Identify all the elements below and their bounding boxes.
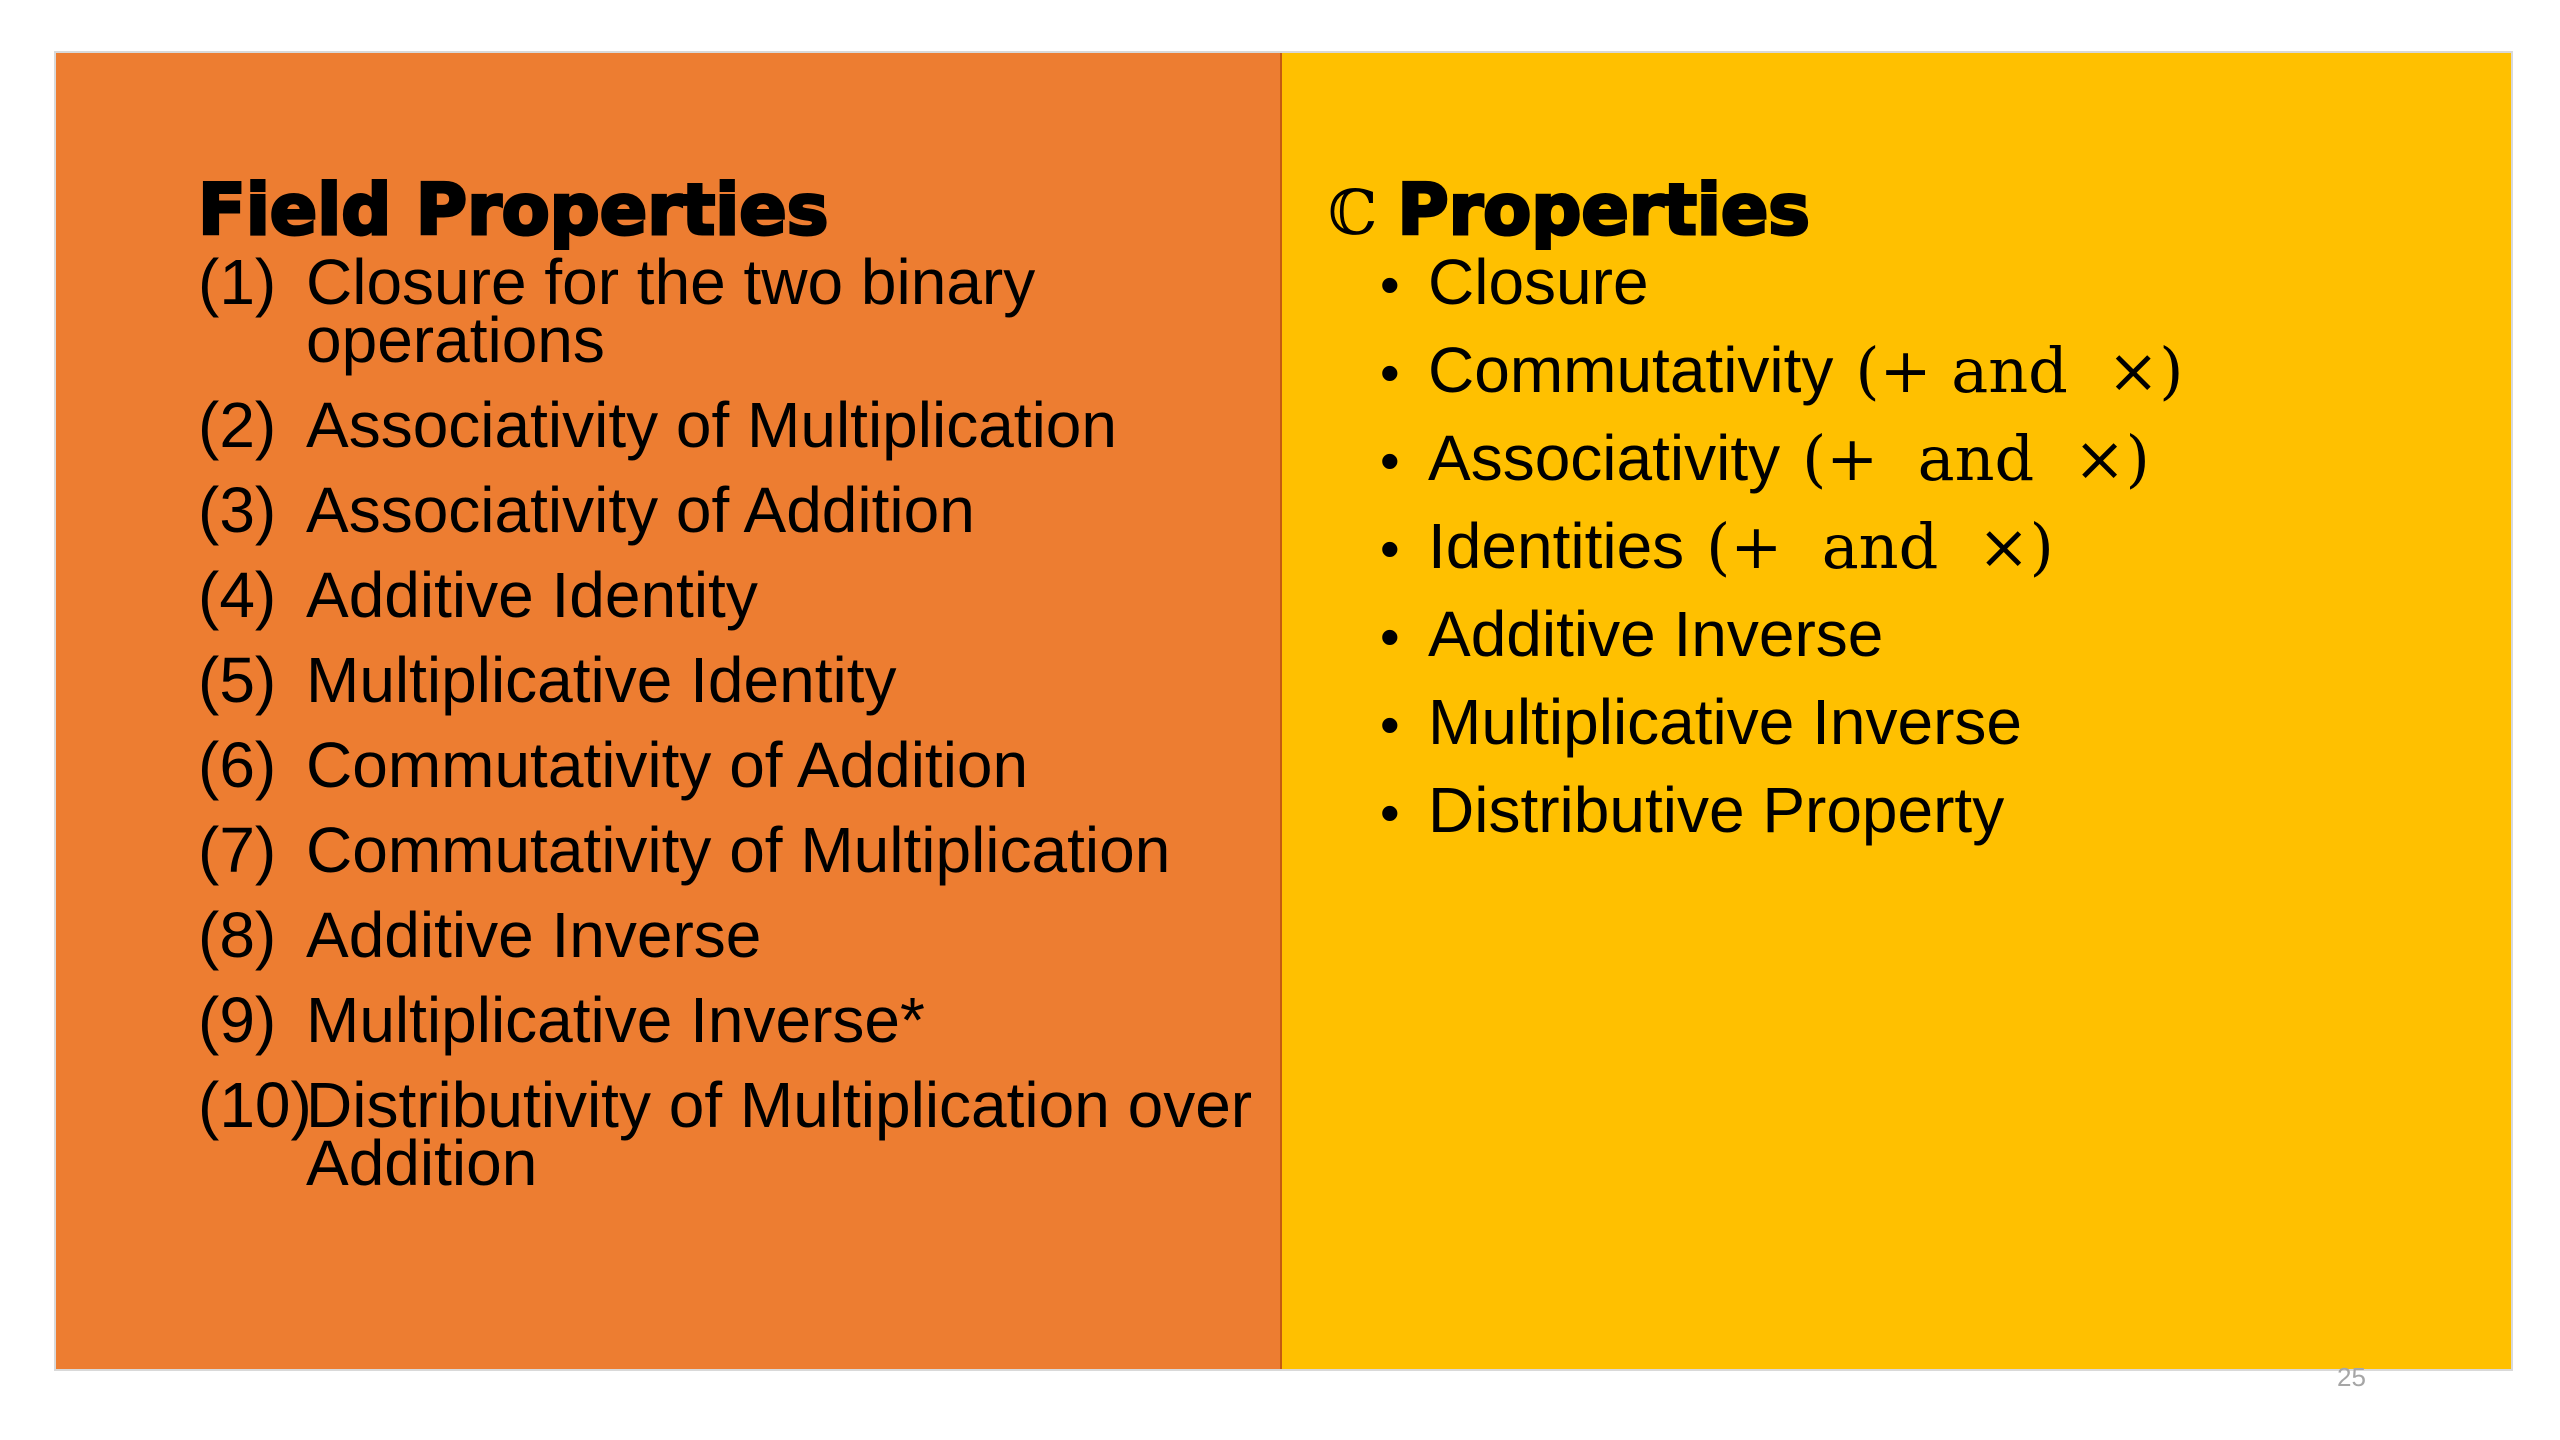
item-text: Distributive Property [1428, 774, 2005, 846]
bullet-icon: • [1380, 253, 1400, 316]
list-item [198, 474, 1258, 546]
list-item [1328, 598, 2478, 670]
list-item [1328, 510, 2478, 583]
bullet-icon: • [1380, 429, 1400, 492]
field-properties-panel [56, 53, 1282, 1369]
item-text: Multiplicative Inverse* [306, 984, 925, 1056]
bullet-icon: • [1380, 605, 1400, 668]
item-number: (6) [198, 729, 277, 801]
complex-properties-list [1328, 246, 2478, 846]
item-math: (+ and ×) [1706, 510, 2054, 583]
list-item [1328, 686, 2478, 758]
list-item [1328, 774, 2478, 846]
item-math: (+ and ×) [1855, 334, 2184, 407]
item-text: Additive Identity [306, 559, 758, 631]
bullet-icon: • [1380, 341, 1400, 404]
item-text: Additive Inverse [1428, 598, 1884, 670]
item-text: Identities [1428, 510, 1685, 582]
bullet-icon: • [1380, 693, 1400, 756]
list-item [198, 814, 1258, 886]
item-text: Commutativity of Multiplication [306, 814, 1171, 886]
page-number: 25 [2337, 1362, 2366, 1392]
list-item [198, 984, 1258, 1056]
field-properties-content [198, 169, 1258, 1219]
item-text: Commutativity [1428, 334, 1834, 406]
item-text: Additive Inverse [306, 899, 762, 971]
item-number: (10) [198, 1069, 312, 1141]
list-item [198, 559, 1258, 631]
item-text: Associativity [1428, 422, 1781, 494]
item-text: Commutativity of Addition [306, 729, 1029, 801]
field-properties-list [198, 246, 1258, 1199]
bullet-icon: • [1380, 517, 1400, 580]
item-text: Associativity of Addition [306, 474, 975, 546]
item-text: Multiplicative Inverse [1428, 686, 2022, 758]
list-item [198, 246, 1258, 376]
complex-properties-content [1328, 169, 2478, 869]
item-math: (+ and ×) [1802, 422, 2150, 495]
item-text: Associativity of Multiplication [306, 389, 1117, 461]
item-text: Closure [1428, 246, 1649, 318]
item-number: (9) [198, 984, 277, 1056]
list-item [1328, 334, 2478, 407]
complex-properties-panel [1282, 53, 2511, 1369]
list-item [198, 644, 1258, 716]
slide [54, 51, 2513, 1371]
item-number: (4) [198, 559, 277, 631]
complex-properties-title [1328, 169, 2478, 251]
item-text: Closure for the two binary operations [306, 246, 1036, 376]
bullet-icon: • [1380, 781, 1400, 844]
list-item [1328, 246, 2478, 318]
list-item [198, 1069, 1258, 1199]
list-item [198, 389, 1258, 461]
complex-numbers-symbol: ℂ [1328, 176, 1378, 249]
item-number: (1) [198, 246, 277, 318]
list-item [1328, 422, 2478, 495]
item-text: Multiplicative Identity [306, 644, 897, 716]
item-text: Distributivity of Multiplication over Addition [306, 1069, 1253, 1199]
item-number: (8) [198, 899, 277, 971]
item-number: (3) [198, 474, 277, 546]
list-item [198, 729, 1258, 801]
list-item [198, 899, 1258, 971]
complex-properties-title-text: Properties [1397, 169, 1810, 251]
item-number: (5) [198, 644, 277, 716]
field-properties-title: Field Properties [198, 169, 829, 251]
item-number: (2) [198, 389, 277, 461]
item-number: (7) [198, 814, 277, 886]
